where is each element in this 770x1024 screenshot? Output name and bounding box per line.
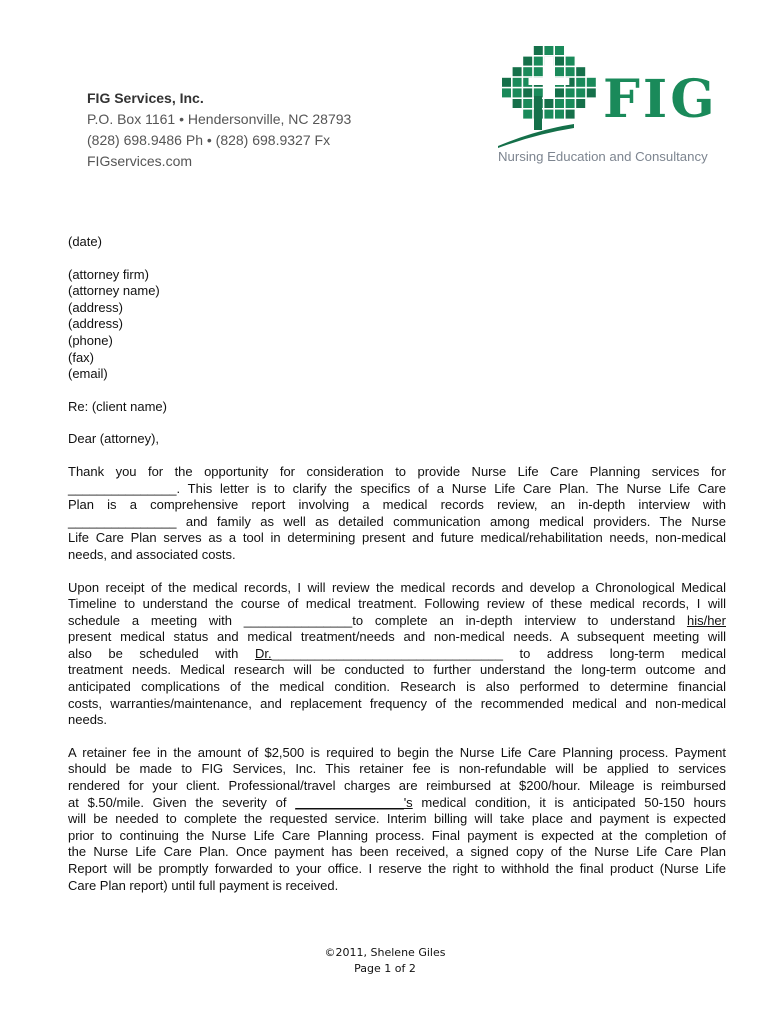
canopy-block	[523, 110, 532, 119]
text-line: treatment needs. Medical research will be conducted to further understand the long-term outcome and	[68, 662, 726, 678]
text-line: prior to continuing the Nurse Life Care Planning process. Final payment is expected at the completion of	[68, 827, 726, 843]
canopy-block	[587, 78, 596, 87]
paragraph-intro	[68, 464, 726, 564]
page-footer	[0, 945, 770, 977]
cross-mark	[529, 78, 570, 85]
text-line: costs, warranties/maintenance, and replacement frequency of the recommended medical and non-medical	[68, 695, 726, 711]
recipient-line: (phone)	[68, 332, 113, 348]
canopy-block	[502, 88, 511, 97]
text-line: anticipated complications of the medical condition. Research is also performed to determine financial	[68, 679, 726, 695]
canopy-block	[566, 57, 575, 66]
text-line: present medical status and medical treatment/needs and non-medical needs. A subsequent meeting will	[68, 629, 726, 645]
text-line: Report will be promptly forwarded to your office. I reserve the right to withhold the final product (Nurse Life	[68, 861, 726, 876]
text-line: Timeline to understand the course of medical treatment. Following review of these medical records, I will	[68, 596, 726, 612]
text-line: Life Care Plan serves as a tool in determining present and future medical/rehabilitation needs, non-medical	[68, 530, 726, 546]
canopy-block	[576, 88, 585, 97]
paragraph-process	[68, 580, 726, 729]
text-line: Thank you for the opportunity for consideration to provide Nurse Life Care Planning services for	[68, 463, 726, 479]
canopy-block	[555, 57, 564, 66]
text-line	[68, 613, 726, 630]
canopy-block	[576, 67, 585, 76]
letter-body	[68, 234, 726, 910]
canopy-block	[587, 88, 596, 97]
fig-logo	[496, 44, 736, 174]
page-number: Page 1 of 2	[354, 962, 416, 975]
company-phone-fax: (828) 698.9486 Ph • (828) 698.9327 Fx	[87, 132, 331, 148]
canopy-block	[555, 99, 564, 108]
subject-line: Re: (client name)	[68, 398, 167, 414]
canopy-block	[534, 46, 543, 55]
underlined-text: _______________'s	[295, 794, 413, 810]
canopy-block	[555, 67, 564, 76]
canopy-block	[523, 99, 532, 108]
canopy-block	[566, 110, 575, 119]
letterhead-sender	[87, 88, 351, 172]
text-line: needs.	[68, 712, 108, 728]
canopy-block	[513, 67, 522, 76]
text-line: rendered for your client. Professional/travel charges are reimbursed at $200/hour. Mileage is reimbursed	[68, 778, 726, 794]
canopy-block	[523, 88, 532, 97]
canopy-block	[513, 78, 522, 87]
canopy-block	[566, 67, 575, 76]
canopy-block	[566, 99, 575, 108]
copyright-notice: ©2011, Shelene Giles	[324, 946, 446, 959]
canopy-block	[544, 46, 553, 55]
canopy-block	[555, 88, 564, 97]
text-line: should be made to FIG Services, Inc. This retainer fee is non-refundable will be applied to services	[68, 761, 726, 777]
text-line: _______________ and family as well as detailed communication among medical providers. The Nurse	[68, 513, 726, 529]
recipient-line: (fax)	[68, 349, 94, 365]
company-website: FIGservices.com	[87, 153, 193, 169]
canopy-block	[534, 57, 543, 66]
text-line	[68, 795, 726, 812]
recipient-line: (email)	[68, 366, 108, 382]
canopy-block	[523, 67, 532, 76]
canopy-block	[502, 78, 511, 87]
recipient-line: (attorney name)	[68, 283, 160, 299]
text-segment: ________________________________ to address long-term medical	[271, 645, 726, 661]
text-line: _______________. This letter is to clarify the specifics of a Nurse Life Care Plan. The Nurse Life Care	[68, 480, 726, 496]
canopy-block	[576, 78, 585, 87]
text-line: Plan is a comprehensive report involving a medical records review, an in-depth interview with	[68, 497, 726, 513]
text-line: will be needed to complete the requested service. Interim billing will take place and payment is expected	[68, 811, 726, 827]
text-line: the Nurse Life Care Plan. Once payment has been received, a signed copy of the Nurse Life Care Plan	[68, 844, 726, 860]
text-line: A retainer fee in the amount of $2,500 is required to begin the Nurse Life Care Planning process. Payment	[68, 744, 726, 760]
letter-date: (date)	[68, 234, 102, 249]
recipient-line: (attorney firm)	[68, 266, 149, 282]
logo-tagline: Nursing Education and Consultancy	[498, 149, 708, 164]
logo-brand: FIG	[603, 69, 718, 130]
paragraph-fees	[68, 745, 726, 894]
canopy-block	[534, 67, 543, 76]
text-line	[68, 646, 726, 663]
text-segment: at $.50/mile. Given the severity of	[68, 794, 296, 810]
recipient-block	[68, 267, 726, 383]
underlined-text: his/her	[686, 612, 726, 628]
canopy-block	[513, 88, 522, 97]
canopy-block	[566, 88, 575, 97]
company-address: P.O. Box 1161 • Hendersonville, NC 28793	[87, 111, 352, 127]
company-name: FIG Services, Inc.	[87, 90, 204, 106]
underlined-text: Dr.	[254, 645, 272, 661]
text-line: needs, and associated costs.	[68, 546, 236, 562]
text-line: Care Plan report) until full payment is received.	[68, 877, 339, 893]
recipient-line: (address)	[68, 299, 123, 315]
canopy-block	[544, 110, 553, 119]
canopy-block	[555, 110, 564, 119]
salutation: Dear (attorney),	[68, 431, 160, 447]
canopy-block	[513, 99, 522, 108]
text-line: Upon receipt of the medical records, I will review the medical records and develop a Chronological Medical	[68, 579, 726, 595]
text-segment: schedule a meeting with _______________to complete an in-depth interview to understand	[68, 612, 687, 628]
canopy-block	[523, 57, 532, 66]
text-segment: also be scheduled with	[68, 645, 255, 661]
canopy-block	[544, 99, 553, 108]
canopy-block	[555, 46, 564, 55]
text-segment: medical condition, it is anticipated 50-150 hours	[412, 794, 726, 810]
canopy-block	[576, 99, 585, 108]
recipient-line: (address)	[68, 316, 123, 332]
